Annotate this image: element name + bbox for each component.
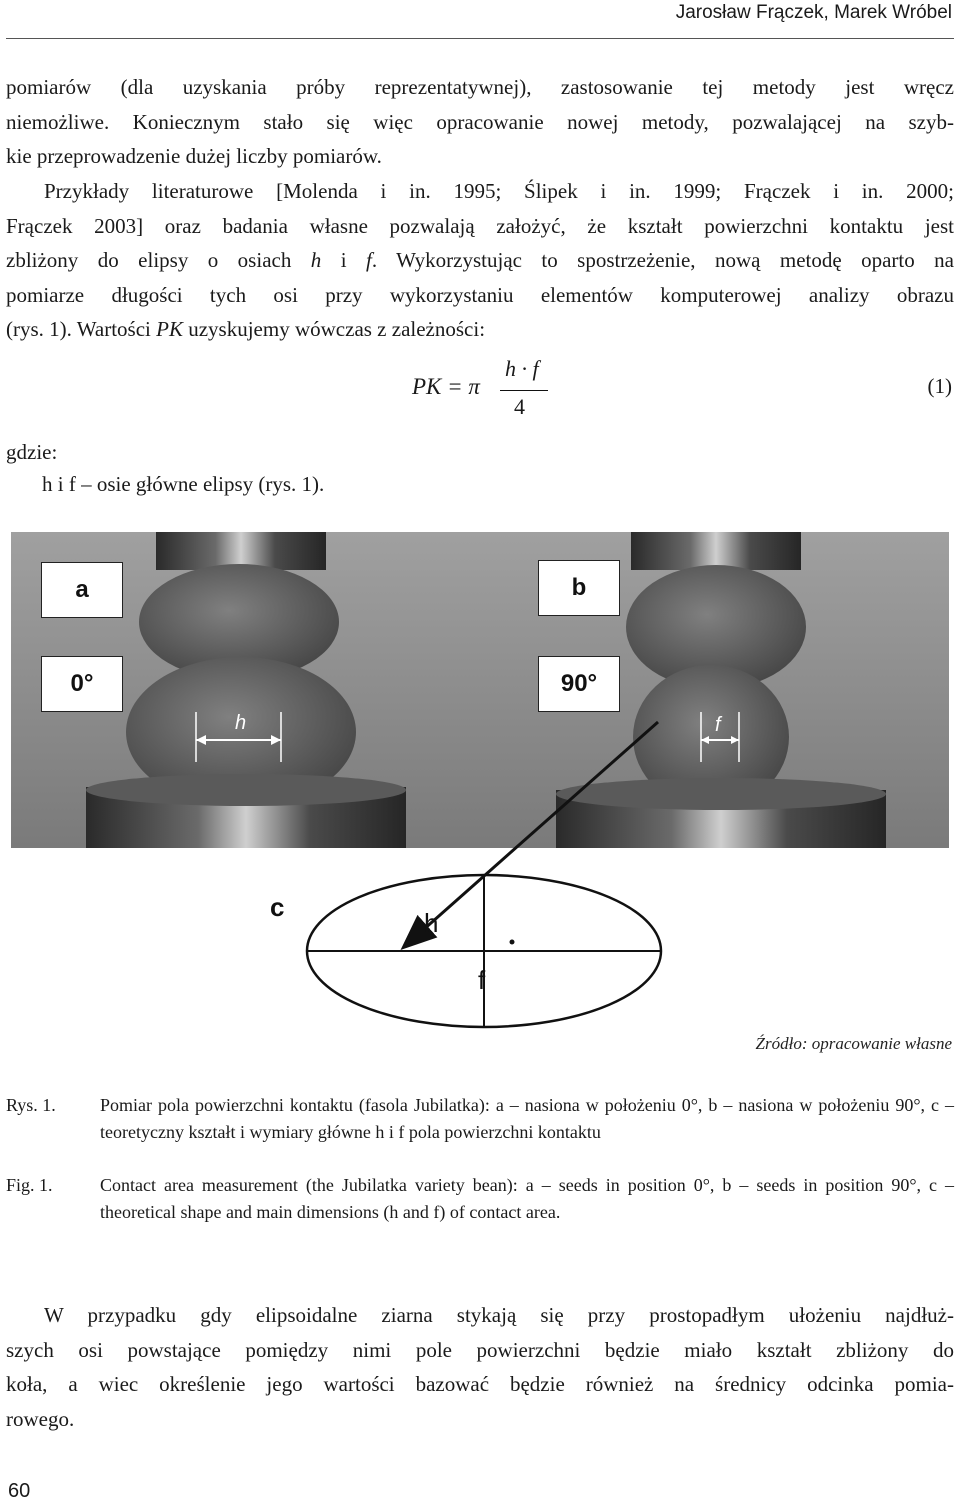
axis-f-label: f	[478, 965, 486, 995]
paragraph-1-line: kie przeprowadzenie dużej liczby pomiarów.	[6, 144, 382, 168]
page-number: 60	[8, 1480, 31, 1502]
text-run: . Wykorzystując to spostrzeżenie, nową metodę oparto na	[371, 248, 954, 272]
caption-pl-label: Rys. 1.	[6, 1095, 56, 1115]
equation-numerator: h · f	[505, 356, 539, 381]
equation-lhs: PK = π	[412, 374, 480, 399]
figure-source: Źródło: opracowanie własne	[755, 1034, 952, 1053]
paragraph-1-line: pomiarów (dla uzyskania próby reprezentatywnej), zastosowanie tej metody jest wręcz	[6, 75, 954, 99]
equation-denominator: 4	[514, 394, 525, 419]
paragraph-3-line: rowego.	[6, 1406, 75, 1431]
symbol-h: h	[310, 248, 322, 272]
dimension-f-label: f	[715, 714, 721, 736]
axis-h-label: h	[424, 908, 439, 938]
where-label: gdzie:	[6, 440, 58, 464]
caption-en-label: Fig. 1.	[6, 1175, 53, 1195]
panel-c-label: c	[270, 892, 285, 922]
pointer-arrow	[405, 722, 658, 946]
caption-en	[6, 1172, 954, 1232]
paragraph-3-line: W przypadku gdy elipsoidalne ziarna stykają się przy prostopadłym ułożeniu najdłuż-	[44, 1303, 954, 1327]
symbol-f: f	[365, 248, 372, 272]
panel-b-angle: 90°	[538, 656, 620, 712]
panel-a-label: a	[41, 562, 123, 618]
paragraph-1-line: niemożliwe. Koniecznym stało się więc opracowanie nowej metody, pozwalającej na szyb-	[6, 109, 954, 134]
paragraph-2-line: Przykłady literaturowe [Molenda i in. 1995; Ślipek i in. 1999; Frączek i in. 2000;	[44, 179, 954, 203]
running-header: Jarosław Frączek, Marek Wróbel	[675, 2, 952, 23]
panel-b-label: b	[538, 560, 620, 616]
text-run: zbliżony do elipsy o osiach	[6, 248, 311, 272]
paragraph-3-line: szych osi powstające pomiędzy nimi pole powierzchni będzie miało kształt zbliżony do	[6, 1337, 954, 1362]
caption-en-text: Contact area measurement (the Jubilatka variety bean): a – seeds in position 0°, b – seeds in position 90°, c – theoretical shape and main dimensions (h and f) of contact area.	[100, 1175, 954, 1222]
caption-pl	[6, 1092, 954, 1172]
dimension-h-label: h	[235, 712, 247, 734]
text-run: i	[321, 248, 366, 272]
equation-number: (1)	[927, 374, 952, 398]
text-run: (rys. 1). Wartości	[6, 317, 157, 341]
paragraph-3-line: koła, a wiec określenie jego wartości bazować będzie również na średnicy odcinka pomia-	[6, 1372, 954, 1396]
paragraph-2-line: pomiarze długości tych osi przy wykorzystaniu elementów komputerowej analizy obrazu	[6, 282, 954, 307]
text-run: uzyskujemy wówczas z zależności:	[182, 317, 486, 341]
where-definition: h i f – osie główne elipsy (rys. 1).	[42, 472, 325, 496]
symbol-pk: PK	[156, 317, 183, 341]
caption-pl-text: Pomiar pola powierzchni kontaktu (fasola Jubilatka): a – nasiona w położeniu 0°, b – nasiona w położeniu 90°, c – teoretyczny kształt i wymiary główne h i f pola powierzchni kontaktu	[100, 1095, 954, 1142]
paragraph-2-line: Frączek 2003] oraz badania własne pozwalają założyć, że kształt powierzchni kontaktu jest	[6, 213, 954, 238]
paragraph-3	[6, 1298, 954, 1436]
panel-a-angle: 0°	[41, 656, 123, 712]
